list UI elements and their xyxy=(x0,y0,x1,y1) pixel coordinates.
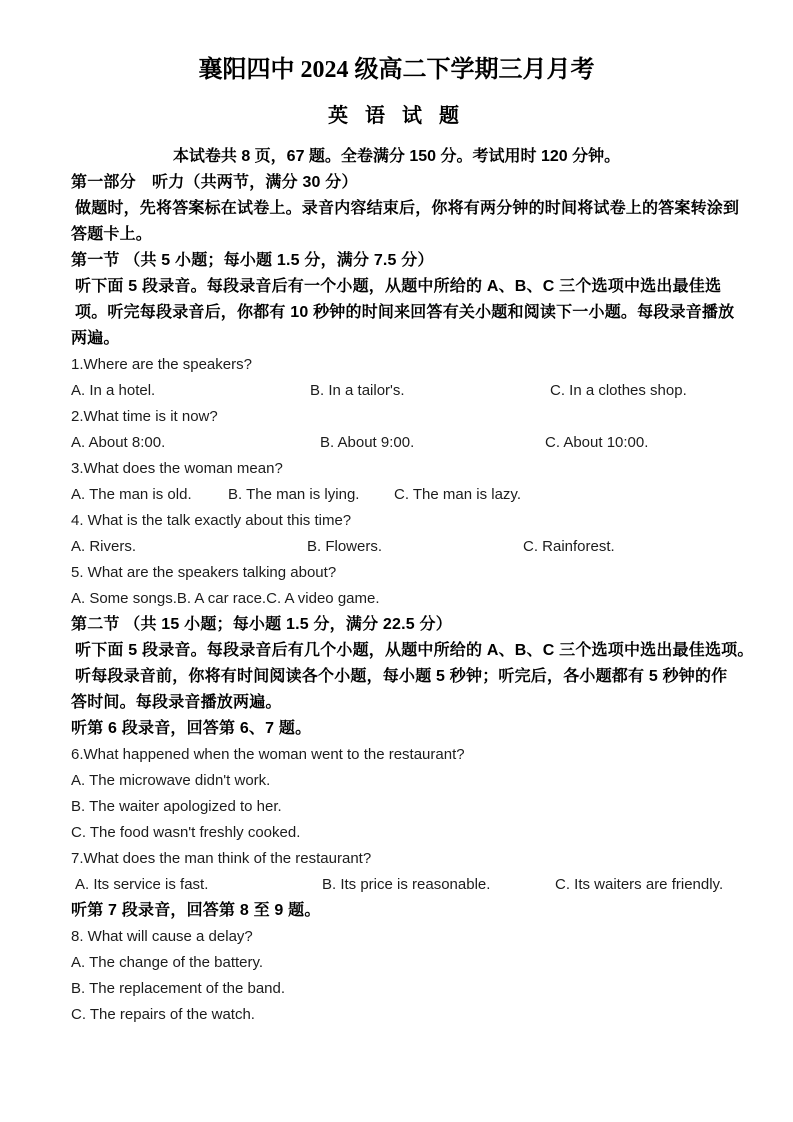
question-8-option-b: B. The replacement of the band. xyxy=(71,980,286,997)
question-8-option-a: A. The change of the battery. xyxy=(71,954,264,971)
section2-instruction-line-2: 听每段录音前，你将有时间阅读各个小题，每小题 5 秒钟；听完后，各小题都有 5 秒钟的作 xyxy=(75,668,728,685)
question-7-option-a: A. Its service is fast. xyxy=(75,876,209,893)
question-4-options xyxy=(71,534,773,560)
question-7-text: 7.What does the man think of the restaurant? xyxy=(71,850,372,867)
question-2-option-b: B. About 9:00. xyxy=(320,434,415,451)
question-4-option-c: C. Rainforest. xyxy=(523,538,615,555)
section1-instruction-line-1: 听下面 5 段录音。每段录音后有一个小题，从题中所给的 A、B、C 三个选项中选出最佳选 xyxy=(75,278,722,295)
question-6-option-b: B. The waiter apologized to her. xyxy=(71,798,282,815)
question-2-options xyxy=(71,430,773,456)
question-5-option-a: A. Some songs. xyxy=(71,590,177,607)
question-2-option-a: A. About 8:00. xyxy=(71,434,166,451)
question-7-options xyxy=(71,872,773,898)
question-3-text: 3.What does the woman mean? xyxy=(71,460,283,477)
question-5-option-b: B. A car race. xyxy=(176,590,267,607)
question-1-option-c: C. In a clothes shop. xyxy=(550,382,687,399)
question-3-option-c: C. The man is lazy. xyxy=(394,486,521,503)
question-1-option-a: A. In a hotel. xyxy=(71,382,156,399)
question-5-option-c: C. A video game. xyxy=(266,590,380,607)
part1-instruction-line-1: 做题时，先将答案标在试卷上。录音内容结束后，你将有两分钟的时间将试卷上的答案转涂到 xyxy=(75,200,740,217)
question-3-option-a: A. The man is old. xyxy=(71,486,192,503)
passage-7-intro: 听第 7 段录音，回答第 8 至 9 题。 xyxy=(71,902,321,919)
section1-instruction-line-3: 两遍。 xyxy=(71,330,120,347)
question-4-option-a: A. Rivers. xyxy=(71,538,137,555)
question-6-option-a: A. The microwave didn't work. xyxy=(71,772,271,789)
exam-subject-title: 英 语 试 题 xyxy=(328,105,465,127)
question-7-option-c: C. Its waiters are friendly. xyxy=(555,876,724,893)
passage-6-intro: 听第 6 段录音，回答第 6、7 题。 xyxy=(71,720,312,737)
exam-title: 襄阳四中 2024 级高二下学期三月月考 xyxy=(198,57,595,83)
section2-instruction-line-3: 答时间。每段录音播放两遍。 xyxy=(71,694,282,711)
question-8-option-c: C. The repairs of the watch. xyxy=(71,1006,255,1023)
part1-instruction-line-2: 答题卡上。 xyxy=(71,226,153,243)
question-8-text: 8. What will cause a delay? xyxy=(71,928,253,945)
question-1-option-b: B. In a tailor's. xyxy=(310,382,405,399)
question-3-option-b: B. The man is lying. xyxy=(228,486,360,503)
section2-instruction-line-1: 听下面 5 段录音。每段录音后有几个小题，从题中所给的 A、B、C 三个选项中选出最佳选项。 xyxy=(75,642,754,659)
part1-heading: 第一部分 听力（共两节，满分 30 分） xyxy=(71,174,358,191)
section1-heading: 第一节 （共 5 小题；每小题 1.5 分，满分 7.5 分） xyxy=(71,252,434,269)
section2-heading: 第二节 （共 15 小题；每小题 1.5 分，满分 22.5 分） xyxy=(71,616,452,633)
question-2-option-c: C. About 10:00. xyxy=(545,434,649,451)
section1-instruction-line-2: 项。听完每段录音后，你都有 10 秒钟的时间来回答有关小题和阅读下一小题。每段录音播放 xyxy=(75,304,735,321)
question-5-text: 5. What are the speakers talking about? xyxy=(71,564,337,581)
question-2-text: 2.What time is it now? xyxy=(71,408,218,425)
question-6-option-c: C. The food wasn't freshly cooked. xyxy=(71,824,301,841)
question-7-option-b: B. Its price is reasonable. xyxy=(322,876,491,893)
question-6-text: 6.What happened when the woman went to the restaurant? xyxy=(71,746,465,763)
question-1-text: 1.Where are the speakers? xyxy=(71,356,252,373)
question-3-options xyxy=(71,482,773,508)
exam-body xyxy=(0,170,793,1028)
question-4-text: 4. What is the talk exactly about this time? xyxy=(71,512,352,529)
question-1-options xyxy=(71,378,773,404)
question-4-option-b: B. Flowers. xyxy=(307,538,383,555)
exam-info-line: 本试卷共 8 页，67 题。全卷满分 150 分。考试用时 120 分钟。 xyxy=(172,148,621,165)
question-5-options xyxy=(71,586,773,612)
